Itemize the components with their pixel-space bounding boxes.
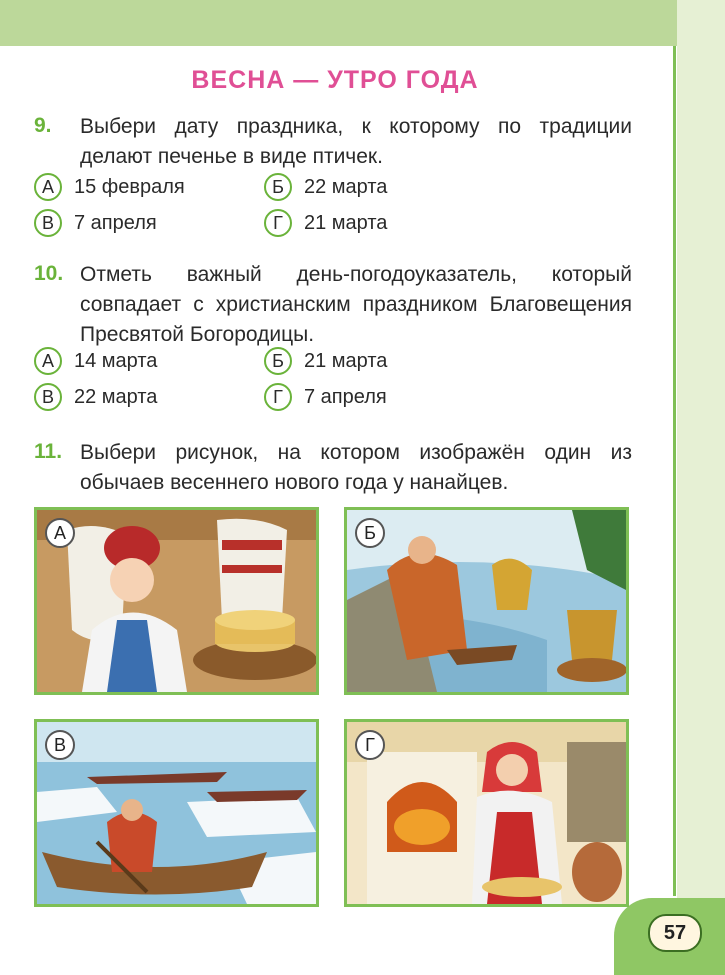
people-launching-boats-illustration [347,510,626,692]
picture-b[interactable] [344,507,629,695]
option-letter: Г [264,209,292,237]
page-number: 57 [648,914,702,952]
question-9-option-b[interactable] [264,173,387,201]
option-letter: А [34,173,62,201]
question-10-option-g[interactable] [264,383,387,411]
picture-label: Г [355,730,385,760]
picture-v[interactable] [34,719,319,907]
picture-label: Б [355,518,385,548]
question-9-option-g[interactable] [264,209,387,237]
question-10-option-b[interactable] [264,347,387,375]
question-10-number: 10. [34,262,64,285]
question-10-option-v[interactable] [34,383,157,411]
picture-label: В [45,730,75,760]
right-margin-band [677,0,725,975]
right-margin-rule [673,46,676,896]
option-letter: В [34,209,62,237]
option-letter: Б [264,173,292,201]
question-9-number: 9. [34,114,52,137]
option-text: 21 марта [304,349,388,372]
question-10-text: Отметь важный день-погодоуказатель, который совпадает с христианским праздником Благовещения Пресвятой Богородицы. [80,263,632,346]
question-9-option-v[interactable] [34,209,157,237]
question-11-number: 11. [34,440,63,463]
picture-a[interactable] [34,507,319,695]
question-9-option-a[interactable] [34,173,185,201]
question-11-text: Выбери рисунок, на котором изображён один из обычаев весеннего нового года у нанайцев. [80,441,632,494]
top-band [0,0,725,46]
option-text: 14 марта [74,349,158,372]
option-letter: Г [264,383,292,411]
option-text: 15 февраля [74,175,185,198]
question-9-text: Выбери дату праздника, к которому по традиции делают печенье в виде птичек. [80,115,632,168]
boats-on-river-illustration [37,722,316,904]
option-text: 22 марта [304,175,388,198]
option-letter: А [34,347,62,375]
option-letter: В [34,383,62,411]
option-text: 22 марта [74,385,158,408]
option-text: 7 апреля [74,211,157,234]
picture-label: А [45,518,75,548]
woman-baking-at-oven-illustration [347,722,626,904]
picture-g[interactable] [344,719,629,907]
question-10-option-a[interactable] [34,347,157,375]
option-text: 21 марта [304,211,388,234]
page-title: ВЕСНА — УТРО ГОДА [191,66,479,94]
girl-with-pancakes-illustration [37,510,316,692]
option-letter: Б [264,347,292,375]
option-text: 7 апреля [304,385,387,408]
